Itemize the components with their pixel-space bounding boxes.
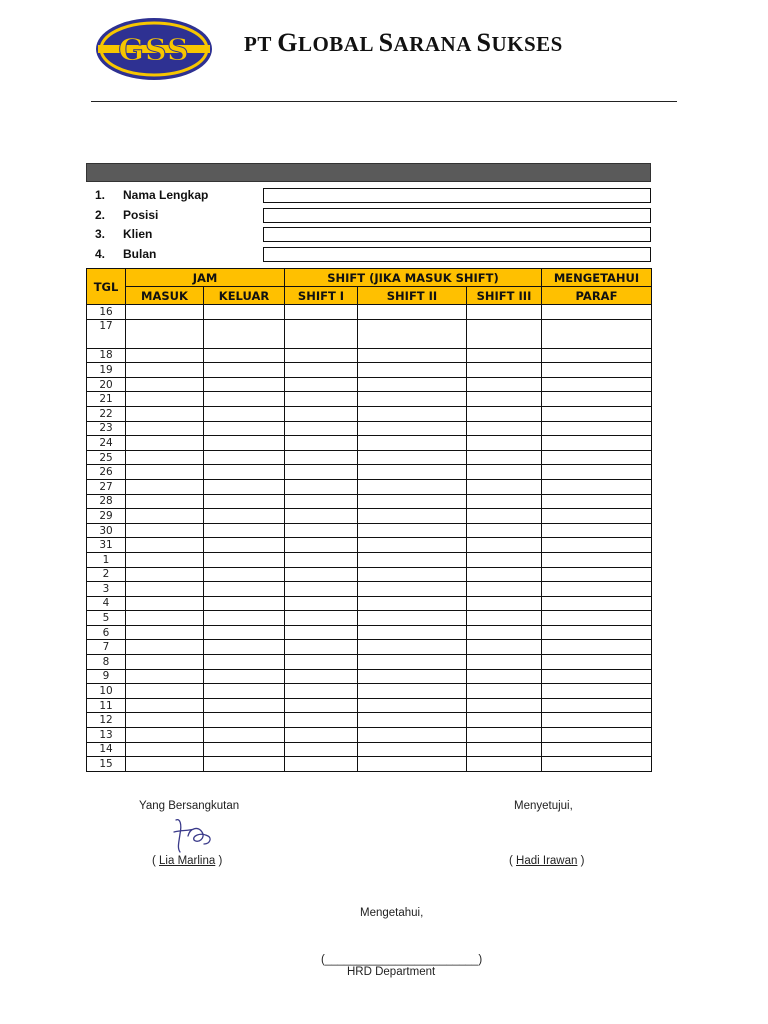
paraf-cell[interactable] [542,479,652,494]
field-row-posisi [95,207,263,223]
table-row [87,392,652,407]
company-name [244,28,563,58]
shift-3-cell[interactable] [467,728,542,743]
shift-1-cell[interactable] [285,640,358,655]
date-cell: 8 [87,655,126,670]
table-row [87,640,652,655]
keluar-cell[interactable] [204,436,285,451]
paraf-cell[interactable] [542,611,652,626]
shift-3-cell[interactable] [467,742,542,757]
svg-text:GSS: GSS [118,33,190,68]
paraf-cell[interactable] [542,757,652,772]
keluar-cell[interactable] [204,538,285,553]
table-row [87,479,652,494]
shift-2-cell[interactable] [358,582,467,597]
shift-1-cell[interactable] [285,348,358,363]
masuk-cell[interactable] [126,698,204,713]
signer-name-right: ( Hadi Irawan ) [509,855,585,867]
header-keluar: KELUAR [204,287,285,305]
keluar-cell[interactable] [204,392,285,407]
table-row [87,436,652,451]
shift-1-cell[interactable] [285,728,358,743]
shift-2-cell[interactable] [358,436,467,451]
signer-name-right-text: Hadi Irawan [516,855,578,867]
field-number: 2. [95,208,106,222]
table-row [87,450,652,465]
shift-3-cell[interactable] [467,698,542,713]
shift-2-cell[interactable] [358,552,467,567]
table-row [87,552,652,567]
keluar-cell[interactable] [204,611,285,626]
shift-3-cell[interactable] [467,348,542,363]
shift-3-cell[interactable] [467,611,542,626]
keluar-cell[interactable] [204,728,285,743]
shift-1-cell[interactable] [285,596,358,611]
shift-1-cell[interactable] [285,655,358,670]
shift-2-cell[interactable] [358,421,467,436]
keluar-cell[interactable] [204,450,285,465]
date-cell: 18 [87,348,126,363]
section-bar [86,163,651,182]
company-word-1-initial: G [277,28,298,57]
shift-1-cell[interactable] [285,305,358,320]
keluar-cell[interactable] [204,363,285,378]
table-row [87,698,652,713]
company-word-2-rest: ARANA [393,32,471,56]
company-logo [94,16,214,82]
shift-1-cell[interactable] [285,684,358,699]
masuk-cell[interactable] [126,655,204,670]
masuk-cell[interactable] [126,305,204,320]
masuk-cell[interactable] [126,728,204,743]
date-cell: 3 [87,582,126,597]
date-cell: 26 [87,465,126,480]
table-row [87,305,652,320]
masuk-cell[interactable] [126,582,204,597]
date-cell: 24 [87,436,126,451]
date-cell: 4 [87,596,126,611]
table-row [87,494,652,509]
date-cell: 31 [87,538,126,553]
keluar-cell[interactable] [204,655,285,670]
signer-name-left-text: Lia Marlina [159,855,216,867]
paraf-cell[interactable] [542,742,652,757]
shift-1-cell[interactable] [285,742,358,757]
keluar-cell[interactable] [204,494,285,509]
shift-1-cell[interactable] [285,363,358,378]
date-cell: 27 [87,479,126,494]
header-mengetahui: MENGETAHUI [542,269,652,287]
date-cell: 13 [87,728,126,743]
date-cell: 14 [87,742,126,757]
company-word-2-initial: S [378,28,394,57]
shift-1-cell[interactable] [285,552,358,567]
posisi-field[interactable] [263,208,651,223]
shift-2-cell[interactable] [358,713,467,728]
date-cell: 7 [87,640,126,655]
date-cell: 2 [87,567,126,582]
acknowledger-title: Mengetahui, [360,907,424,919]
field-number: 1. [95,188,106,202]
shift-3-cell[interactable] [467,509,542,524]
shift-3-cell[interactable] [467,421,542,436]
shift-2-cell[interactable] [358,684,467,699]
masuk-cell[interactable] [126,421,204,436]
shift-1-cell[interactable] [285,450,358,465]
header-jam: JAM [126,269,285,287]
shift-3-cell[interactable] [467,567,542,582]
table-row [87,421,652,436]
signer-title-left: Yang Bersangkutan [139,800,240,812]
field-row-bulan [95,246,263,262]
paraf-cell[interactable] [542,567,652,582]
masuk-cell[interactable] [126,684,204,699]
shift-1-cell[interactable] [285,465,358,480]
shift-1-cell[interactable] [285,392,358,407]
keluar-cell[interactable] [204,479,285,494]
shift-1-cell[interactable] [285,669,358,684]
paraf-cell[interactable] [542,450,652,465]
masuk-cell[interactable] [126,465,204,480]
keluar-cell[interactable] [204,406,285,421]
shift-2-cell[interactable] [358,479,467,494]
paraf-cell[interactable] [542,728,652,743]
masuk-cell[interactable] [126,319,204,348]
keluar-cell[interactable] [204,465,285,480]
shift-2-cell[interactable] [358,523,467,538]
shift-2-cell[interactable] [358,465,467,480]
keluar-cell[interactable] [204,377,285,392]
masuk-cell[interactable] [126,611,204,626]
table-row [87,713,652,728]
shift-2-cell[interactable] [358,728,467,743]
shift-2-cell[interactable] [358,538,467,553]
masuk-cell[interactable] [126,450,204,465]
shift-1-cell[interactable] [285,406,358,421]
masuk-cell[interactable] [126,625,204,640]
shift-2-cell[interactable] [358,567,467,582]
shift-1-cell[interactable] [285,319,358,348]
keluar-cell[interactable] [204,319,285,348]
masuk-cell[interactable] [126,363,204,378]
paraf-cell[interactable] [542,669,652,684]
shift-1-cell[interactable] [285,611,358,626]
shift-2-cell[interactable] [358,669,467,684]
table-row [87,655,652,670]
shift-3-cell[interactable] [467,655,542,670]
keluar-cell[interactable] [204,698,285,713]
table-row [87,757,652,772]
masuk-cell[interactable] [126,538,204,553]
paraf-cell[interactable] [542,625,652,640]
shift-2-cell[interactable] [358,494,467,509]
paraf-cell[interactable] [542,523,652,538]
shift-3-cell[interactable] [467,640,542,655]
table-row [87,509,652,524]
masuk-cell[interactable] [126,567,204,582]
shift-3-cell[interactable] [467,669,542,684]
paraf-cell[interactable] [542,465,652,480]
timesheet-body [87,305,652,772]
paraf-cell[interactable] [542,436,652,451]
keluar-cell[interactable] [204,305,285,320]
field-row-klien [95,226,263,242]
date-cell: 9 [87,669,126,684]
keluar-cell[interactable] [204,625,285,640]
company-prefix: PT [244,32,272,56]
keluar-cell[interactable] [204,742,285,757]
masuk-cell[interactable] [126,713,204,728]
masuk-cell[interactable] [126,742,204,757]
paraf-cell[interactable] [542,698,652,713]
shift-3-cell[interactable] [467,713,542,728]
keluar-cell[interactable] [204,757,285,772]
date-cell: 12 [87,713,126,728]
table-row [87,684,652,699]
date-cell: 28 [87,494,126,509]
shift-3-cell[interactable] [467,596,542,611]
paraf-cell[interactable] [542,494,652,509]
table-row [87,363,652,378]
keluar-cell[interactable] [204,684,285,699]
date-cell: 25 [87,450,126,465]
masuk-cell[interactable] [126,494,204,509]
shift-1-cell[interactable] [285,625,358,640]
table-row [87,611,652,626]
masuk-cell[interactable] [126,757,204,772]
shift-2-cell[interactable] [358,406,467,421]
keluar-cell[interactable] [204,552,285,567]
paraf-cell[interactable] [542,552,652,567]
date-cell: 17 [87,319,126,348]
shift-1-cell[interactable] [285,494,358,509]
shift-2-cell[interactable] [358,640,467,655]
paraf-cell[interactable] [542,305,652,320]
shift-1-cell[interactable] [285,713,358,728]
paraf-cell[interactable] [542,713,652,728]
shift-3-cell[interactable] [467,406,542,421]
header-shift-3: SHIFT III [467,287,542,305]
shift-2-cell[interactable] [358,377,467,392]
shift-3-cell[interactable] [467,523,542,538]
shift-1-cell[interactable] [285,436,358,451]
shift-1-cell[interactable] [285,567,358,582]
klien-field[interactable] [263,227,651,242]
shift-3-cell[interactable] [467,479,542,494]
paraf-cell[interactable] [542,538,652,553]
table-row [87,319,652,348]
shift-3-cell[interactable] [467,494,542,509]
keluar-cell[interactable] [204,567,285,582]
shift-2-cell[interactable] [358,348,467,363]
shift-2-cell[interactable] [358,698,467,713]
shift-3-cell[interactable] [467,538,542,553]
table-row [87,669,652,684]
shift-1-cell[interactable] [285,757,358,772]
paraf-cell[interactable] [542,392,652,407]
timesheet-table [86,268,652,772]
date-cell: 15 [87,757,126,772]
header-paraf: PARAF [542,287,652,305]
shift-2-cell[interactable] [358,625,467,640]
field-label: Nama Lengkap [123,188,209,202]
shift-1-cell[interactable] [285,479,358,494]
shift-2-cell[interactable] [358,319,467,348]
header-shift-2: SHIFT II [358,287,467,305]
shift-3-cell[interactable] [467,684,542,699]
hrd-signature-blank[interactable]: (________________________) [321,954,483,966]
shift-3-cell[interactable] [467,552,542,567]
table-row [87,377,652,392]
masuk-cell[interactable] [126,436,204,451]
keluar-cell[interactable] [204,348,285,363]
company-word-3-initial: S [476,28,492,57]
date-cell: 29 [87,509,126,524]
table-row [87,596,652,611]
shift-1-cell[interactable] [285,538,358,553]
shift-2-cell[interactable] [358,305,467,320]
company-word-1-rest: LOBAL [297,32,373,56]
table-row [87,567,652,582]
bulan-field[interactable] [263,247,651,262]
header-shift: SHIFT (JIKA MASUK SHIFT) [285,269,542,287]
nama-lengkap-field[interactable] [263,188,651,203]
paraf-cell[interactable] [542,406,652,421]
date-cell: 6 [87,625,126,640]
paraf-cell[interactable] [542,640,652,655]
date-cell: 23 [87,421,126,436]
shift-3-cell[interactable] [467,377,542,392]
shift-2-cell[interactable] [358,742,467,757]
shift-3-cell[interactable] [467,450,542,465]
table-row [87,728,652,743]
company-word-3-rest: UKSES [491,32,563,56]
paraf-cell[interactable] [542,509,652,524]
shift-3-cell[interactable] [467,436,542,451]
date-cell: 20 [87,377,126,392]
header-divider [91,101,677,102]
masuk-cell[interactable] [126,509,204,524]
field-label: Bulan [123,247,157,261]
date-cell: 30 [87,523,126,538]
paraf-cell[interactable] [542,377,652,392]
shift-3-cell[interactable] [467,305,542,320]
shift-3-cell[interactable] [467,757,542,772]
shift-2-cell[interactable] [358,611,467,626]
shift-3-cell[interactable] [467,363,542,378]
keluar-cell[interactable] [204,640,285,655]
paraf-cell[interactable] [542,596,652,611]
paraf-cell[interactable] [542,319,652,348]
shift-2-cell[interactable] [358,392,467,407]
table-row [87,523,652,538]
paraf-cell[interactable] [542,655,652,670]
header-masuk: MASUK [126,287,204,305]
date-cell: 11 [87,698,126,713]
date-cell: 5 [87,611,126,626]
keluar-cell[interactable] [204,582,285,597]
shift-1-cell[interactable] [285,523,358,538]
masuk-cell[interactable] [126,392,204,407]
signature-image [168,814,218,858]
field-row-nama [95,187,263,203]
table-row [87,742,652,757]
table-row [87,625,652,640]
keluar-cell[interactable] [204,523,285,538]
signer-title-right: Menyetujui, [514,800,573,812]
table-row [87,582,652,597]
date-cell: 19 [87,363,126,378]
table-row [87,406,652,421]
masuk-cell[interactable] [126,479,204,494]
signer-name-left: ( Lia Marlina ) [152,855,223,867]
shift-1-cell[interactable] [285,509,358,524]
shift-1-cell[interactable] [285,582,358,597]
paraf-cell[interactable] [542,421,652,436]
shift-1-cell[interactable] [285,421,358,436]
masuk-cell[interactable] [126,669,204,684]
paraf-cell[interactable] [542,684,652,699]
date-cell: 22 [87,406,126,421]
paraf-cell[interactable] [542,348,652,363]
keluar-cell[interactable] [204,421,285,436]
date-cell: 10 [87,684,126,699]
shift-3-cell[interactable] [467,392,542,407]
shift-3-cell[interactable] [467,625,542,640]
shift-2-cell[interactable] [358,655,467,670]
field-label: Posisi [123,208,159,222]
paraf-cell[interactable] [542,363,652,378]
header-tgl: TGL [87,269,126,305]
shift-3-cell[interactable] [467,582,542,597]
date-cell: 16 [87,305,126,320]
shift-1-cell[interactable] [285,698,358,713]
masuk-cell[interactable] [126,377,204,392]
field-number: 3. [95,227,106,241]
masuk-cell[interactable] [126,640,204,655]
shift-1-cell[interactable] [285,377,358,392]
shift-3-cell[interactable] [467,319,542,348]
shift-2-cell[interactable] [358,450,467,465]
keluar-cell[interactable] [204,509,285,524]
shift-2-cell[interactable] [358,596,467,611]
keluar-cell[interactable] [204,596,285,611]
date-cell: 1 [87,552,126,567]
table-row [87,465,652,480]
masuk-cell[interactable] [126,552,204,567]
shift-2-cell[interactable] [358,757,467,772]
keluar-cell[interactable] [204,713,285,728]
hrd-caption: HRD Department [347,966,436,978]
shift-3-cell[interactable] [467,465,542,480]
header-shift-1: SHIFT I [285,287,358,305]
keluar-cell[interactable] [204,669,285,684]
shift-2-cell[interactable] [358,363,467,378]
masuk-cell[interactable] [126,523,204,538]
table-row [87,348,652,363]
masuk-cell[interactable] [126,596,204,611]
masuk-cell[interactable] [126,406,204,421]
date-cell: 21 [87,392,126,407]
field-number: 4. [95,247,106,261]
masuk-cell[interactable] [126,348,204,363]
paraf-cell[interactable] [542,582,652,597]
shift-2-cell[interactable] [358,509,467,524]
field-label: Klien [123,227,153,241]
table-row [87,538,652,553]
